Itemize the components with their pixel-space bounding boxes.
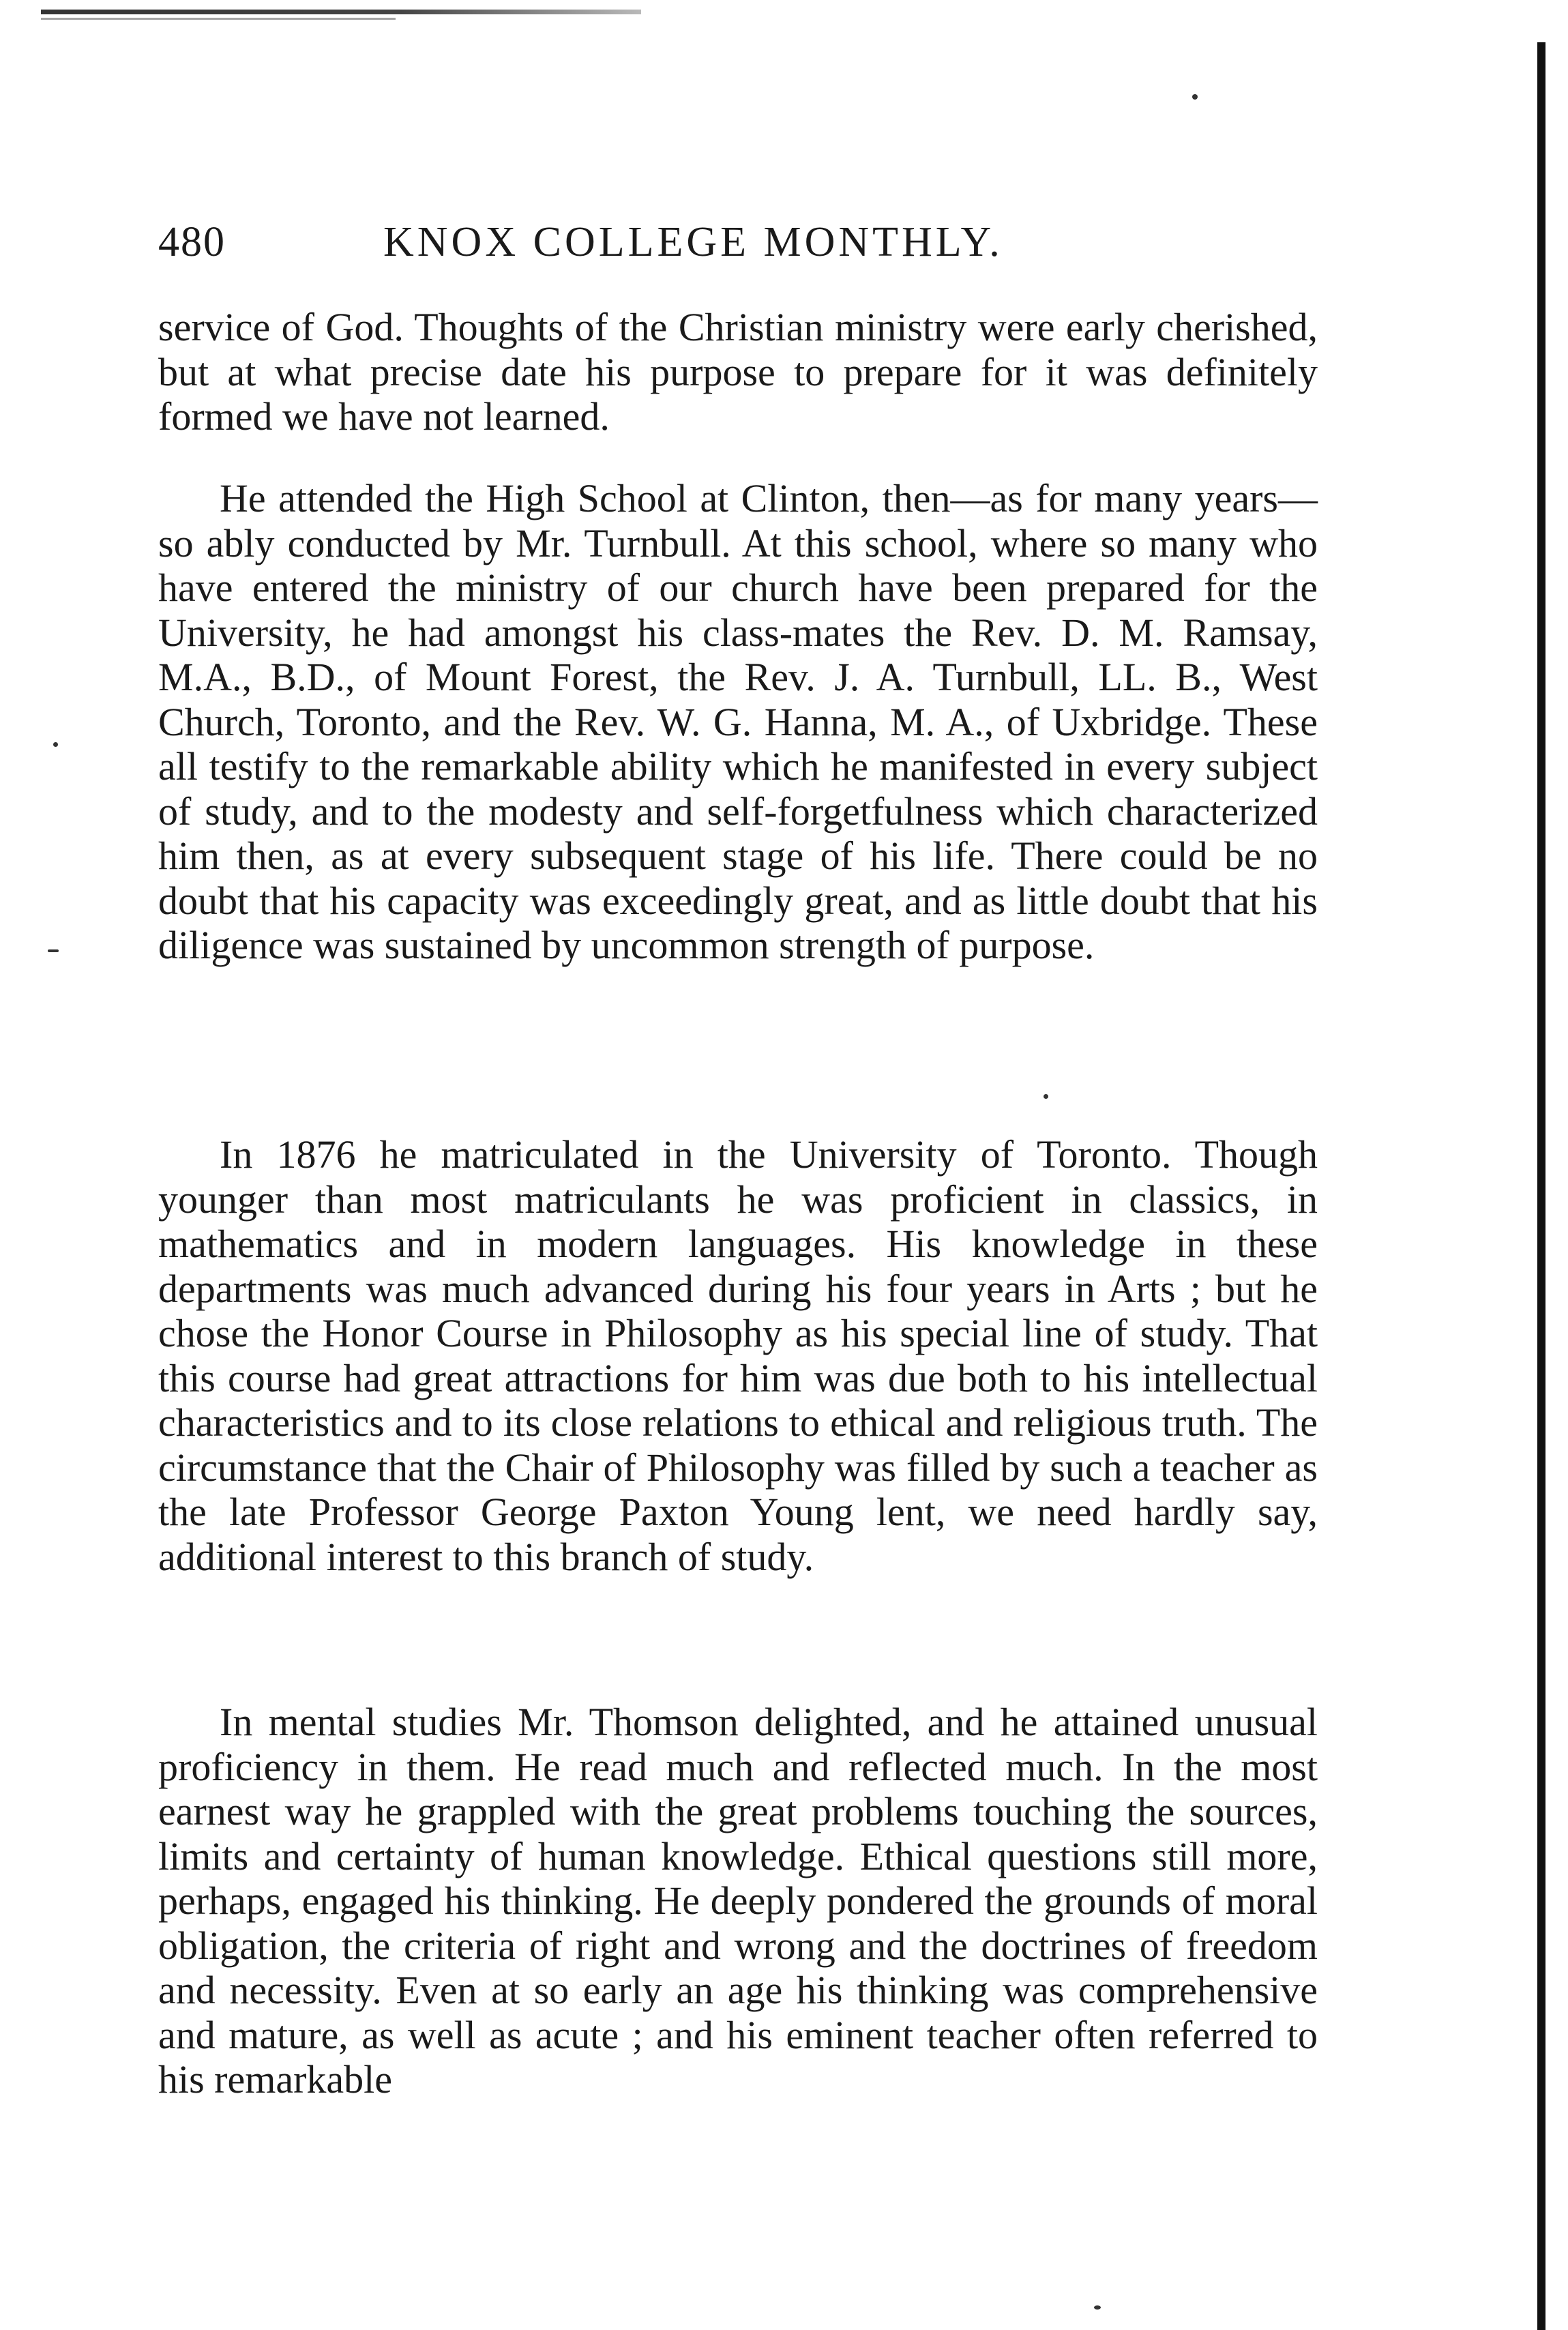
paragraph-text: In mental studies Mr. Thomson delighted, and he attained unusual proficiency in them. He read much and reflected much. In the most earnest way he grappled with the great problems touching the sources, limits and certainty of human knowledge. Ethical questions still more, perhaps, engaged his thinking. He deeply pondered the grounds of moral obligation, the criteria of right and wrong and the doctrines of freedom and necessity. Even at so early an age his thinking was comprehensive and mature, as well as acute ; and his eminent teacher often referred to his remarkable — [158, 1700, 1318, 2102]
paragraph-text: service of God. Thoughts of the Christian ministry were early cherished, but at what precise date his purpose to prepare for it was definitely formed we have not learned. — [158, 305, 1318, 439]
page-number: 480 — [158, 219, 226, 265]
speck — [53, 742, 58, 747]
paragraph-text: He attended the High School at Clinton, then—as for many years—so ably conducted by Mr. Turnbull. At this school, where so many who have entered the ministry of our church have been prepared for the University, he had amongst his class-mates the Rev. D. M. Ramsay, M.A., B.D., of Mount Forest, the Rev. J. A. Turnbull, LL. B., West Church, Toronto, and the Rev. W. G. Hanna, M. A., of Uxbridge. These all testify to the remarkable ability which he manifested in every subject of study, and to the modesty and self-forgetfulness which characterized him then, as at every subsequent stage of his life. There could be no doubt that his capacity was exceedingly great, and as little doubt that his diligence was sustained by uncommon strength of purpose. — [158, 476, 1318, 967]
paragraph-4 — [158, 1700, 1318, 2102]
paragraph-1 — [158, 305, 1318, 439]
speck — [1094, 2305, 1101, 2310]
speck — [1044, 1094, 1048, 1099]
paragraph-3 — [158, 1132, 1318, 1579]
page-header — [158, 218, 1331, 273]
speck — [48, 949, 59, 952]
top-edge-rule-secondary — [41, 18, 396, 20]
right-margin-bar — [1537, 42, 1545, 2330]
speck — [1192, 94, 1198, 100]
paragraph-2 — [158, 476, 1318, 968]
paragraph-text: In 1876 he matriculated in the University of Toronto. Though younger than most matriculants he was proficient in classics, in mathematics and in modern languages. His knowledge in these departments was much advanced during his four years in Arts ; but he chose the Honor Course in Philosophy as his special line of study. That this course had great attractions for him was due both to his intellectual characteristics and to its close relations to ethical and religious truth. The circumstance that the Chair of Philosophy was filled by such a teacher as the late Professor George Paxton Young lent, we need hardly say, additional interest to this branch of study. — [158, 1132, 1318, 1579]
running-title: KNOX COLLEGE MONTHLY. — [383, 219, 1003, 265]
top-edge-rule — [41, 10, 641, 14]
